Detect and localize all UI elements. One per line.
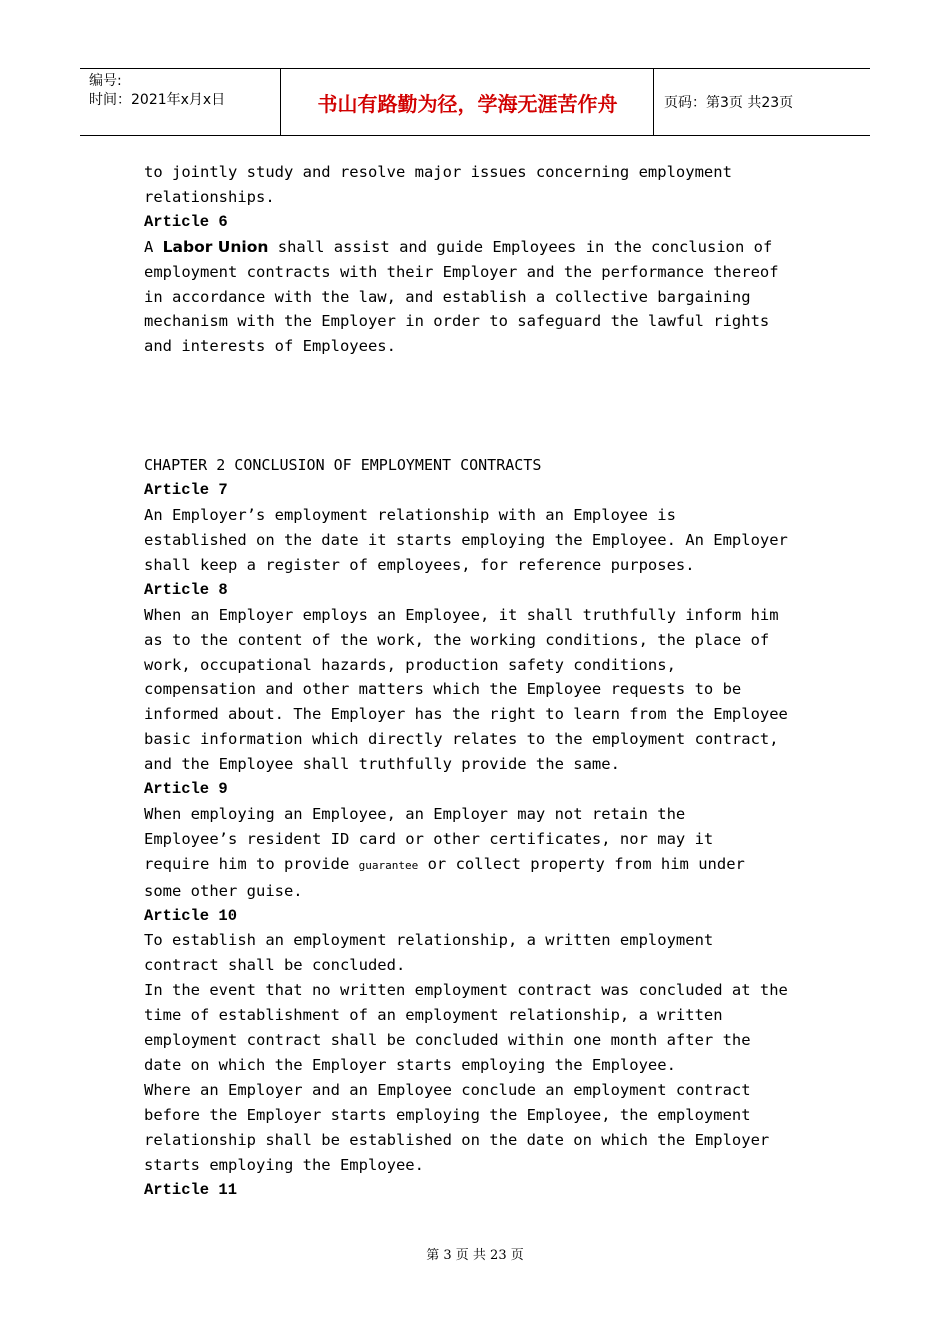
body-line: to jointly study and resolve major issues concerning employment: [144, 163, 732, 181]
time-label: 时间：2021年x月x日: [89, 92, 226, 108]
body-line: date on which the Employer starts employing the Employee.: [144, 1056, 676, 1074]
labor-union-term: Labor Union: [162, 237, 269, 256]
body-line: relationships.: [144, 187, 275, 206]
section-gap: [144, 359, 824, 453]
header-motto-cell: [281, 69, 654, 135]
chapter-heading: CHAPTER 2 CONCLUSION OF EMPLOYMENT CONTRACTS: [144, 456, 542, 475]
header-page-cell: [654, 69, 870, 135]
body-line: Employee’s resident ID card or other certificates, nor may it: [144, 829, 714, 848]
body-line: established on the date it starts employing the Employee. An Employer: [144, 530, 788, 549]
body-line: as to the content of the work, the working conditions, the place of: [144, 630, 770, 649]
body-line: starts employing the Employee.: [144, 1155, 424, 1174]
body-line: [144, 235, 824, 260]
article-heading: Article 8: [144, 580, 228, 599]
body-line: informed about. The Employer has the right to learn from the Employee: [144, 705, 788, 724]
body-line: To establish an employment relationship, a written employment: [144, 931, 714, 950]
body-line: When an Employer employs an Employee, it shall truthfully inform him: [144, 605, 779, 624]
guarantee-term: guarantee: [358, 858, 419, 872]
page-footer: 第 3 页 共 23 页: [426, 1248, 524, 1263]
body-line: basic information which directly relates to the employment contract,: [144, 730, 779, 749]
article-heading: Article 10: [144, 906, 238, 925]
body-line: employment contract shall be concluded within one month after the: [144, 1031, 751, 1050]
body-line: compensation and other matters which the Employee requests to be: [144, 680, 742, 699]
body-line: and the Employee shall truthfully provide the same.: [144, 755, 620, 774]
body-line: When employing an Employee, an Employer may not retain the: [144, 804, 686, 823]
body-line: In the event that no written employment contract was concluded at the: [144, 981, 788, 1000]
body-line: work, occupational hazards, production safety conditions,: [144, 655, 676, 674]
body-line: time of establishment of an employment relationship, a written: [144, 1006, 723, 1025]
body-line: mechanism with the Employer in order to safeguard the lawful rights: [144, 312, 770, 331]
article-heading: Article 11: [144, 1180, 238, 1199]
body-line: employment contracts with their Employer and the performance thereof: [144, 262, 779, 281]
motto-text: 书山有路勤为径，学海无涯苦作舟: [317, 92, 618, 116]
article-heading: Article 9: [144, 780, 228, 799]
body-line: before the Employer starts employing the Employee, the employment: [144, 1105, 751, 1124]
article-heading: Article 6: [144, 212, 228, 231]
body-line: Where an Employer and an Employee conclude an employment contract: [144, 1080, 751, 1099]
body-text: shall assist and guide Employees in the conclusion of: [268, 237, 773, 256]
header-meta-cell: [80, 69, 281, 135]
body-line: some other guise.: [144, 881, 303, 900]
body-text: A: [144, 237, 163, 256]
body-line: [144, 852, 824, 879]
article-heading: Article 7: [144, 481, 228, 500]
page-label: 页码：第3页 共23页: [664, 95, 794, 111]
page-header: [80, 68, 870, 136]
body-line: and interests of Employees.: [144, 337, 396, 356]
body-text: or collect property from him under: [418, 854, 745, 873]
body-text: require him to provide: [144, 854, 359, 873]
body-line: contract shall be concluded.: [144, 956, 406, 975]
body-line: in accordance with the law, and establish a collective bargaining: [144, 287, 751, 306]
body-line: relationship shall be established on the date on which the Employer: [144, 1130, 770, 1149]
body-line: An Employer’s employment relationship with an Employee is: [144, 506, 676, 525]
document-body: [144, 160, 824, 1202]
serial-label: 编号:: [89, 73, 122, 89]
body-line: shall keep a register of employees, for reference purposes.: [144, 555, 695, 574]
